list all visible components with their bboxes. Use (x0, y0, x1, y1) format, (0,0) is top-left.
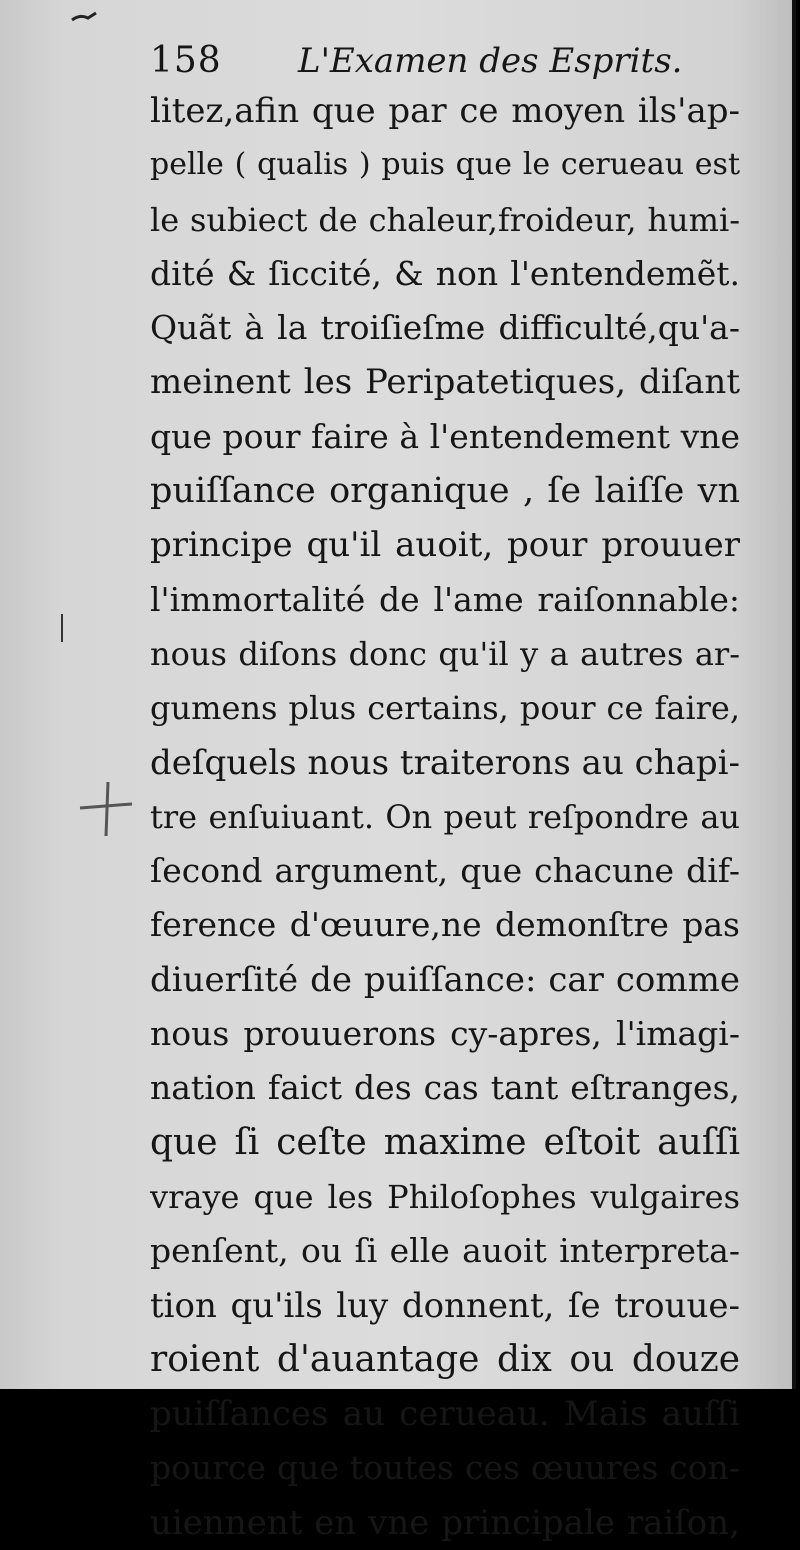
text-line: que ſi ceſte maxime eſtoit auſſi (150, 1121, 740, 1163)
text-line: tion qu'ils luy donnent, ſe trouue- (150, 1285, 740, 1326)
text-line: vraye que les Philoſophes vulgaires (150, 1177, 740, 1216)
text-line: Quãt à la troiſieſme difficulté,qu'a- (150, 308, 740, 348)
text-line: ſecond argument, que chacune dif- (150, 851, 740, 891)
text-line: le subiect de chaleur,froideur, humi- (150, 200, 740, 239)
text-line: deſquels nous traiterons au chapi- (150, 742, 740, 783)
text-line: que pour faire à l'entendement vne (150, 416, 740, 456)
page-edge (792, 0, 796, 1389)
text-line: gumens plus certains, pour ce faire, (150, 689, 740, 728)
text-line: penſent, ou ſi elle auoit interpreta- (150, 1231, 740, 1271)
text-line: nous prouuerons cy-apres, l'imagi- (150, 1014, 740, 1054)
text-line: roient d'auantage dix ou douze (150, 1338, 740, 1380)
text-line: ference d'œuure,ne demonſtre pas (150, 905, 740, 945)
text-line: puiſſances au cerueau. Mais auſſi (150, 1394, 740, 1435)
margin-tick-mark (58, 612, 66, 644)
running-header (150, 34, 683, 88)
text-line: dité & ſiccité, & non l'entendemẽt. (150, 253, 740, 293)
running-title: L'Examen des Esprits. (298, 41, 683, 81)
text-line: meinent les Peripatetiques, diſant (150, 362, 740, 403)
body-text (150, 84, 740, 1550)
text-line: diuerſité de puiſſance: car comme (150, 959, 740, 1000)
text-line: l'immortalité de l'ame raiſonnable: (150, 579, 740, 619)
text-line: uiennent en vne principale raiſon, (150, 1502, 740, 1543)
text-line: pelle ( qualis ) puis que le cerueau est (150, 147, 740, 183)
text-line: principe qu'il auoit, pour prouuer (150, 525, 740, 566)
ink-mark-top (70, 10, 98, 24)
text-line: nous diſons donc qu'il y a autres ar- (150, 634, 740, 673)
text-line: litez,afin que par ce moyen ils'ap- (150, 91, 740, 131)
text-line: nation faict des cas tant eſtranges, (150, 1068, 740, 1108)
text-line: tre enſuiuant. On peut reſpondre au (150, 797, 740, 836)
text-line: puiſſance organique , ſe laiſſe vn (150, 471, 740, 512)
page-number: 158 (150, 40, 222, 81)
margin-cross-mark (78, 778, 134, 838)
text-line: pource que toutes ces œuures con- (150, 1448, 740, 1488)
